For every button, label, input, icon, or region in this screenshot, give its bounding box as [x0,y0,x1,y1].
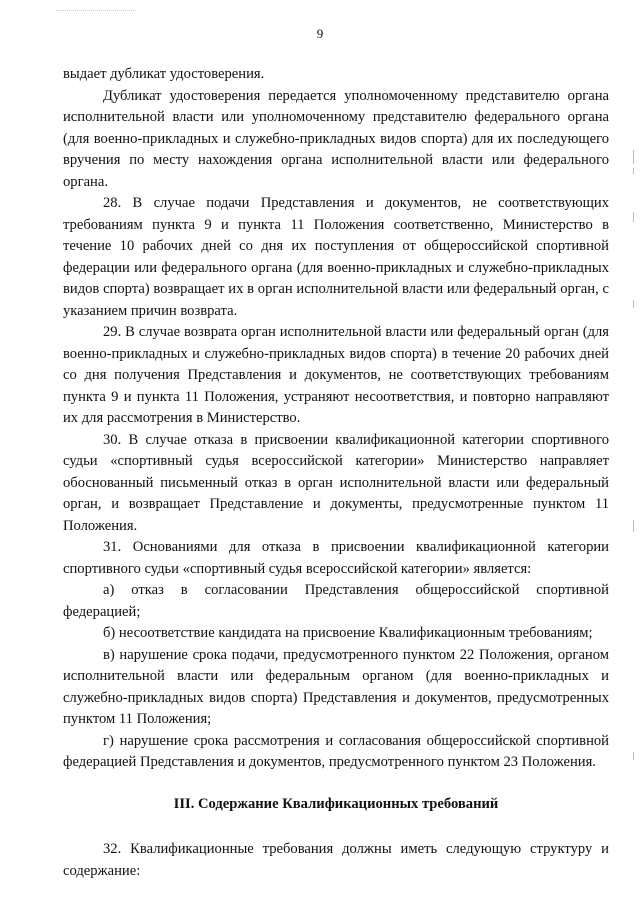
clause-31-item-b: б) несоответствие кандидата на присвоение Квалификационным требованиям; [103,625,593,641]
scan-artifact [56,10,136,12]
paragraph-continuation: выдает дубликат удостоверения. [63,66,265,82]
clause-31-item-d: г) нарушение срока рассмотрения и согласования общероссийской спортивной федерацией Представления и документов, предусмотренного пунктом 23 Положения. [63,732,609,770]
clause-31-item-a: а) отказ в согласовании Представления общероссийской спортивной федерацией; [63,582,609,620]
paragraph-duplicate-transfer: Дубликат удостоверения передается уполномоченному представителю органа исполнительной власти или уполномоченному представителю федерального органа (для военно-прикладных и служебно-прикладных видов спорта) для их последующего вручения по месту нахождения органа исполнительной власти или федерального органа. [63,87,609,190]
clause-32: 32. Квалификационные требования должны иметь следующую структуру и содержание: [63,841,609,879]
document-body [63,64,609,882]
clause-30: 30. В случае отказа в присвоении квалификационной категории спортивного судьи «спортивный судья всероссийской категории» Министерство направляет обоснованный письменный отказ в орган исполнительной власти или федеральный орган, и возвращает Представление и документы, предусмотренные пунктом 11 Положения. [63,431,609,534]
clause-31: 31. Основаниями для отказа в присвоении квалификационной категории спортивного судьи «спортивный судья всероссийской категории» является: [63,539,609,577]
scan-artifact [633,150,634,164]
page-number: 9 [316,26,324,41]
clause-28: 28. В случае подачи Представления и документов, не соответствующих требованиям пункта 9 и пункта 11 Положения соответственно, Министерство в течение 10 рабочих дней со дня их поступления от общероссийской спортивной федерации или федерального органа (для военно-прикладных и служебно-прикладных видов спорта) возвращает их в орган исполнительной власти или федеральный орган, с указанием причин возврата. [63,195,609,319]
scan-artifact [633,520,634,532]
scan-artifact [633,300,634,308]
section-heading: III. Содержание Квалификационных требований [173,795,499,812]
scan-artifact [633,212,634,222]
clause-29: 29. В случае возврата орган исполнительной власти или федеральный орган (для военно-прикладных и служебно-прикладных видов спорта) в течение 20 рабочих дней со дня получения Представления и документов, не соответствующих требованиям пункта 9 и пункта 11 Положения, устраняют несоответствия, и повторно направляют их для рассмотрения в Министерство. [63,324,609,426]
clause-31-item-c: в) нарушение срока подачи, предусмотренного пунктом 22 Положения, органом исполнительной власти или федеральным органом (для военно-прикладных и служебно-прикладных видов спорта) Представления и документов, предусмотренных пунктом 11 Положения; [63,646,609,727]
scan-artifact [633,168,634,174]
scan-artifact [633,752,634,760]
